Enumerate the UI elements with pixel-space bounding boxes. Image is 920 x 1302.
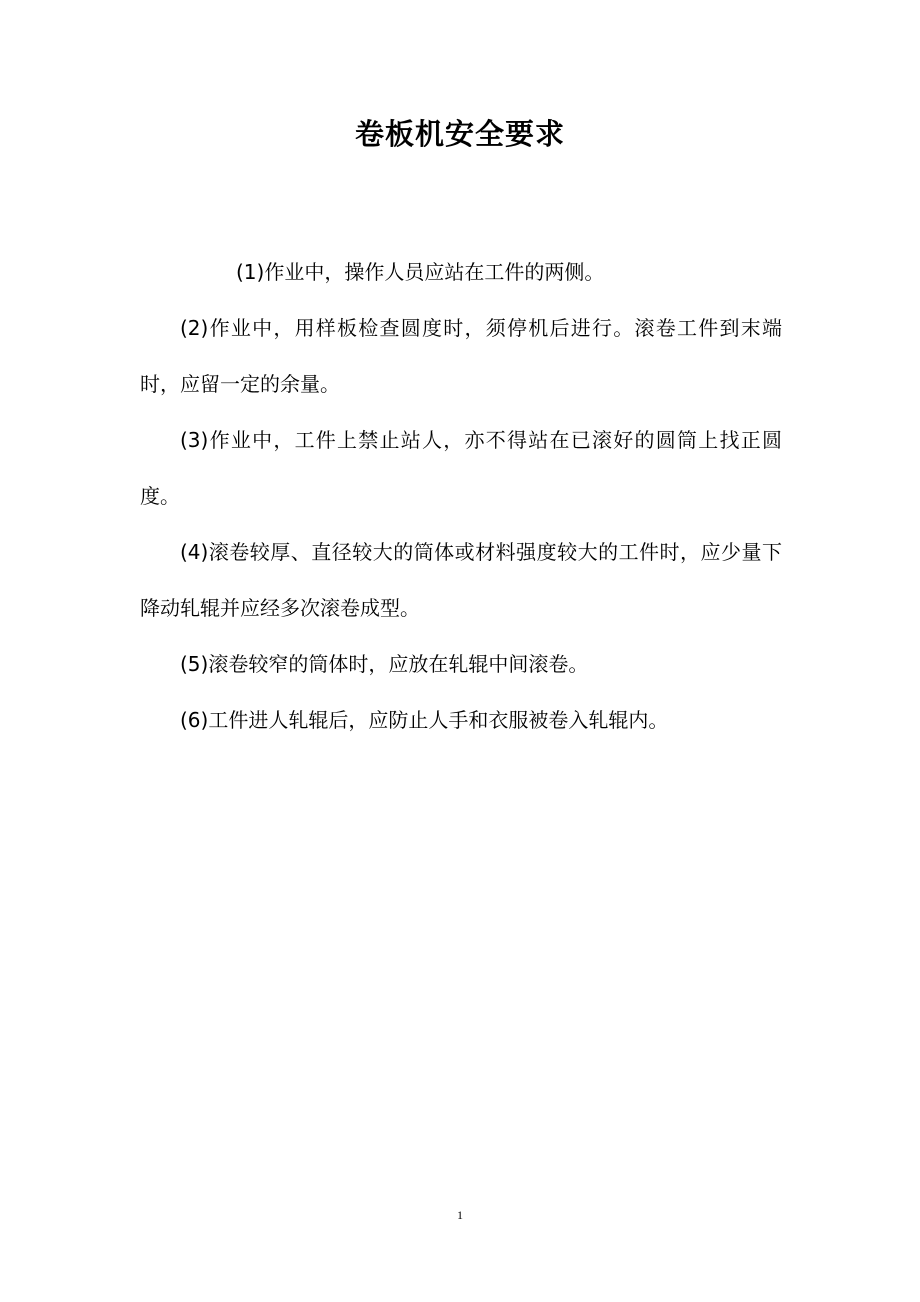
paragraph-2: (2)作业中，用样板检查圆度时，须停机后进行。滚卷工件到末端时，应留一定的余量。	[140, 316, 782, 396]
page-number: 1	[457, 1208, 463, 1222]
document-body	[140, 244, 782, 748]
paragraph-1: (1)作业中，操作人员应站在工件的两侧。	[236, 260, 605, 284]
paragraph-5: (5)滚卷较窄的筒体时，应放在轧辊中间滚卷。	[180, 652, 589, 676]
paragraph-6: (6)工件进人轧辊后，应防止人手和衣服被卷入轧辊内。	[180, 708, 669, 732]
document-title: 卷板机安全要求	[354, 117, 565, 151]
paragraph-4: (4)滚卷较厚、直径较大的筒体或材料强度较大的工件时，应少量下降动轧辊并应经多次滚卷成型。	[140, 540, 782, 620]
paragraph-3: (3)作业中，工件上禁止站人，亦不得站在已滚好的圆筒上找正圆度。	[140, 428, 782, 508]
